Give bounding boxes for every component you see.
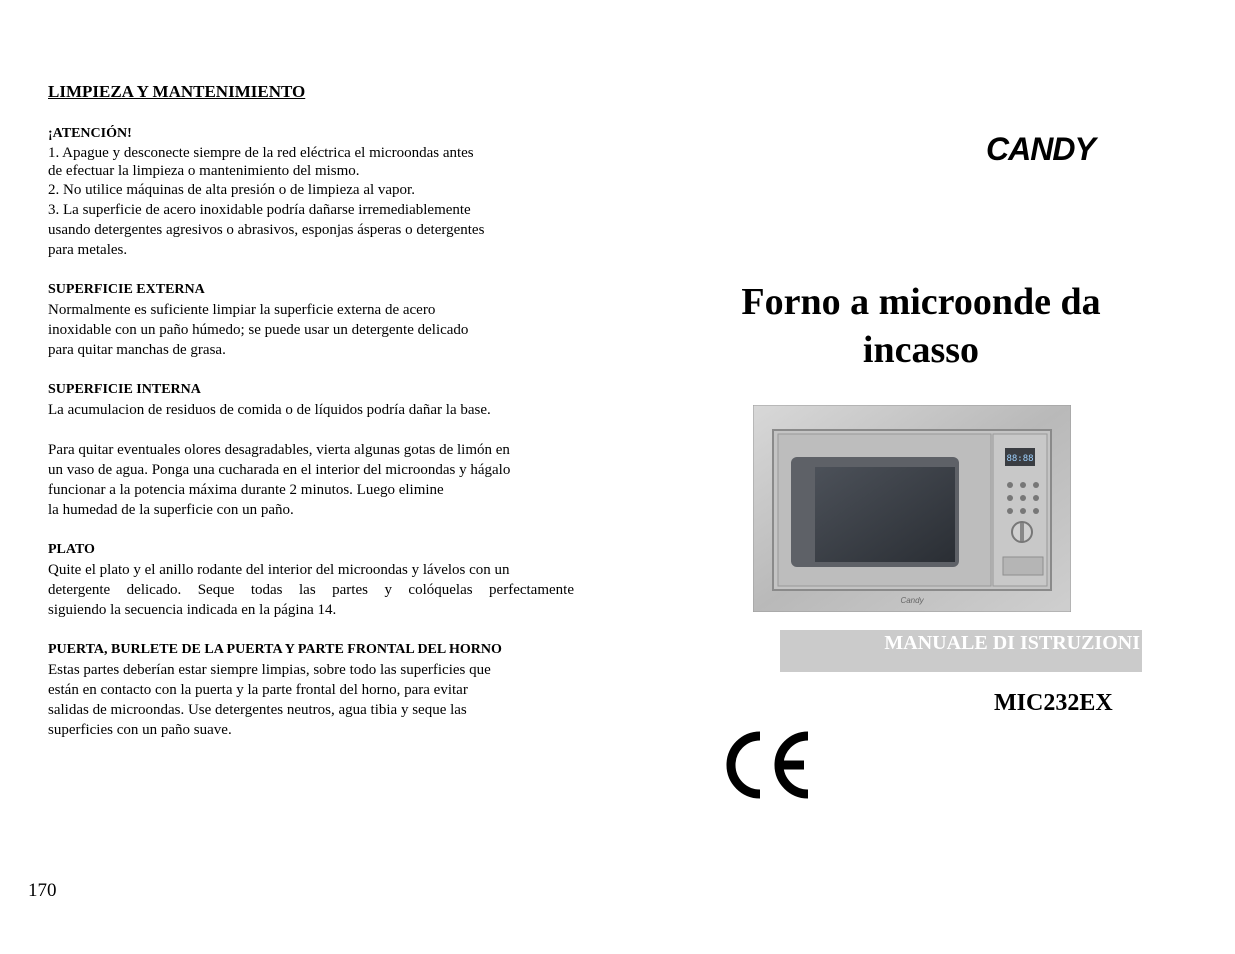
external-surface-line: inoxidable con un paño húmedo; se puede usar un detergente delicado <box>48 322 469 338</box>
attention-block <box>48 124 574 260</box>
plate-line: siguiendo la secuencia indicada en la página 14. <box>48 602 337 618</box>
plate-line: Quite el plato y el anillo rodante del interior del microondas y lávelos con un <box>48 562 510 578</box>
door-line: salidas de microondas. Use detergentes neutros, agua tibia y seque las <box>48 702 467 718</box>
external-surface-title: SUPERFICIE EXTERNA <box>48 282 205 297</box>
ce-mark-icon <box>720 728 814 802</box>
plate-block <box>48 540 574 620</box>
attention-line: 1. Apague y desconecte siempre de la red eléctrica el microondas antes <box>48 145 474 161</box>
section-heading: LIMPIEZA Y MANTENIMIENTO <box>48 82 306 101</box>
attention-line: 3. La superficie de acero inoxidable podría dañarse irremediablemente <box>48 202 471 218</box>
microwave-oven-image <box>753 405 1071 612</box>
manual-label: MANUALE DI ISTRUZIONI <box>884 632 1140 654</box>
plate-line: detergente delicado. Seque todas las partes y colóquelas perfectamente <box>48 582 574 598</box>
door-title: PUERTA, BURLETE DE LA PUERTA Y PARTE FRONTAL DEL HORNO <box>48 642 502 657</box>
attention-line: para metales. <box>48 242 128 258</box>
internal-surface-block <box>48 380 574 420</box>
model-number: MIC232EX <box>994 690 1113 716</box>
external-surface-line: para quitar manchas de grasa. <box>48 342 226 358</box>
odors-line: funcionar a la potencia máxima durante 2 minutos. Luego elimine <box>48 482 444 498</box>
document-title: Forno a microonde da incasso <box>741 281 1101 371</box>
door-line: están en contacto con la puerta y la parte frontal del horno, para evitar <box>48 682 468 698</box>
external-surface-line: Normalmente es suficiente limpiar la superficie externa de acero <box>48 302 436 318</box>
odors-line: la humedad de la superficie con un paño. <box>48 502 294 518</box>
odors-line: Para quitar eventuales olores desagradables, vierta algunas gotas de limón en <box>48 442 510 458</box>
left-page <box>48 80 574 760</box>
door-line: superficies con un paño suave. <box>48 722 232 738</box>
attention-line: de efectuar la limpieza o mantenimiento del mismo. <box>48 163 360 179</box>
oven-brand-text: Candy <box>900 596 924 605</box>
candy-logo <box>984 128 1144 168</box>
page-number: 170 <box>28 880 57 901</box>
odors-block <box>48 440 574 520</box>
attention-title: ¡ATENCIÓN! <box>48 126 132 141</box>
plate-title: PLATO <box>48 542 95 557</box>
manual-label-band <box>780 630 1142 672</box>
attention-line: 2. No utilice máquinas de alta presión o de limpieza al vapor. <box>48 182 415 198</box>
odors-line: un vaso de agua. Ponga una cucharada en el interior del microondas y hágalo <box>48 462 511 478</box>
external-surface-block <box>48 280 574 360</box>
internal-surface-line: La acumulacion de residuos de comida o de líquidos podría dañar la base. <box>48 402 491 418</box>
brand-text: CANDY <box>986 131 1095 167</box>
internal-surface-title: SUPERFICIE INTERNA <box>48 382 201 397</box>
oven-display-text: 88:88 <box>1006 454 1034 464</box>
attention-line: usando detergentes agresivos o abrasivos, esponjas ásperas o detergentes <box>48 222 485 238</box>
door-line: Estas partes deberían estar siempre limpias, sobre todo las superficies que <box>48 662 491 678</box>
door-block <box>48 640 574 740</box>
